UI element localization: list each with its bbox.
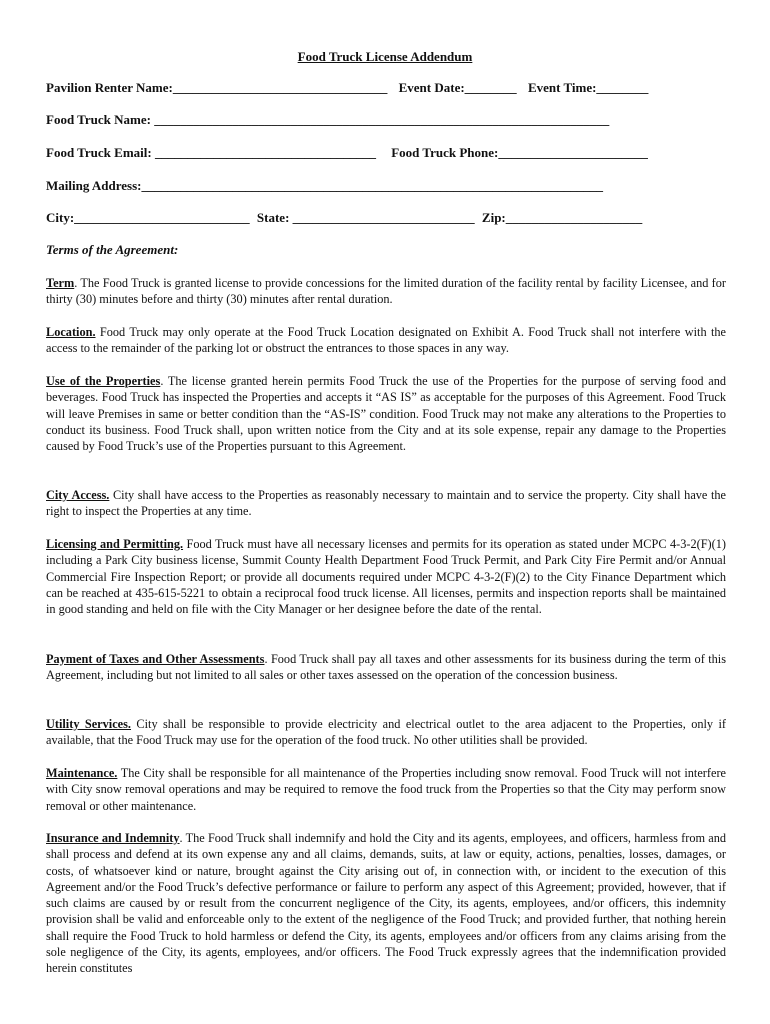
- clause-utility: [46, 716, 726, 749]
- clause-taxes: [46, 651, 726, 684]
- clause-text: The City shall be responsible for all maintenance of the Properties including snow removal. Food Truck will not interfere with City snow removal operations and may be required to remove the food truck from the Properties so that the City may perform snow removal or other maintenance.: [46, 766, 726, 813]
- truck-name-row: [46, 112, 726, 128]
- clause-maintenance: [46, 765, 726, 814]
- clause-heading: Term: [46, 276, 75, 290]
- event-date-field[interactable]: Event Date:________: [398, 80, 517, 95]
- mailing-row: [46, 178, 726, 194]
- truck-name-field[interactable]: Food Truck Name: ______________________________________________________________________: [46, 112, 610, 127]
- clause-heading: Payment of Taxes and Other Assessments: [46, 652, 265, 666]
- renter-row: [46, 80, 726, 96]
- clause-text: The Food Truck shall indemnify and hold the City and its agents, employees, and officers, harmless from and shall process and defend at its own expense any and all claims, demands, suits, at law or equity, actions, penalties, losses, damages, or costs, of whatsoever kind or nature, brought against the City arising out of, in connection with, or incident to the execution of this Agreement and/or the Food Truck’s defective performance or failure to perform any aspect of this Agreement; provided, however, that if such claims are caused by or result from the concurrent negligence of the City, its agents, employees, and/or officers, this indemnity provision shall be valid and enforceable only to the extent of the negligence of the Food Truck; and provided further, that nothing herein shall require the Food Truck to hold harmless or defend the City, its agents, employees and/or officers from any claims arising from the sole negligence of the City, its agents, employees, and/or officers. The Food Truck expressly agrees that the indemnification provided herein constitutes: [46, 831, 726, 976]
- terms-heading: Terms of the Agreement:: [46, 242, 179, 257]
- clause-heading: Insurance and Indemnity: [46, 831, 180, 845]
- clause-heading: Maintenance.: [46, 766, 118, 780]
- clause-text: City shall have access to the Properties as reasonably necessary to maintain and to service the property. City shall have the right to inspect the Properties at any time.: [46, 488, 726, 519]
- clause-text: Food Truck shall pay all taxes and other assessments for its business during the term of this Agreement, including but not limited to all sales or other taxes assessed on the operation of the concession business.: [46, 652, 726, 683]
- clause-heading: Use of the Properties: [46, 374, 161, 388]
- clause-text: Food Truck must have all necessary licenses and permits for its operation as stated under MCPC 4-3-2(F)(1) including a Park City business license, Summit County Health Department Food Truck Permit, and Park City Fire Permit and/or Annual Commercial Fire Inspection Report; or provide all documents required under MCPC 4-3-2(F)(2) to the City Finance Department which can be reached at 435-615-5221 to obtain a reciprocal food truck license. All licenses, permits and inspection reports shall be maintained in good standing and held on file with the City Manager or her designee before the date of the rental.: [46, 537, 726, 617]
- clause-use-of-properties: [46, 373, 726, 454]
- clause-separator: .: [264, 652, 271, 666]
- contact-row: [46, 145, 726, 161]
- clause-heading: City Access.: [46, 488, 110, 502]
- renter-name-field[interactable]: Pavilion Renter Name:_________________________________: [46, 80, 388, 95]
- event-time-field[interactable]: Event Time:________: [527, 80, 649, 95]
- clause-insurance: [46, 830, 726, 977]
- mailing-address-field[interactable]: Mailing Address:_______________________________________________________________________: [46, 178, 603, 193]
- location-row: [46, 210, 726, 226]
- clause-text: The license granted herein permits Food Truck the use of the Properties for the purpose of serving food and beverages. Food Truck has inspected the Properties and accepts it “AS IS” as acceptable for the purposes of this Agreement. Food Truck will leave Premises in same or better condition than the “AS-IS” condition. Food Truck may not make any alterations to the Properties to conduct its business. Food Truck shall, upon written notice from the City and at its sole expense, repair any damage to the Properties caused by Food Truck’s use of the Properties pursuant to this Agreement.: [46, 374, 727, 454]
- clause-city-access: [46, 487, 726, 520]
- truck-email-field[interactable]: Food Truck Email: __________________________________: [46, 145, 376, 160]
- clause-text: The Food Truck is granted license to provide concessions for the limited duration of the facility rental by facility Licensee, and for thirty (30) minutes before and thirty (30) minutes after rental duration.: [46, 276, 726, 307]
- clause-location: [46, 324, 726, 357]
- clause-heading: Utility Services.: [46, 717, 131, 731]
- clause-term: [46, 275, 726, 308]
- zip-field[interactable]: Zip:_____________________: [481, 210, 643, 225]
- clause-text: Food Truck may only operate at the Food Truck Location designated on Exhibit A. Food Truck shall not interfere with the access to the remainder of the parking lot or obstruct the entrances to those spaces in any way.: [46, 325, 726, 356]
- clause-separator: .: [160, 374, 168, 388]
- page-title: Food Truck License Addendum: [297, 49, 473, 64]
- state-field[interactable]: State: ____________________________: [256, 210, 475, 225]
- clause-heading: Licensing and Permitting.: [46, 537, 184, 551]
- clause-separator: .: [179, 831, 186, 845]
- truck-phone-field[interactable]: Food Truck Phone:_______________________: [391, 145, 648, 160]
- city-field[interactable]: City:___________________________: [46, 210, 250, 225]
- clause-licensing: [46, 536, 726, 617]
- clause-text: City shall be responsible to provide electricity and electrical outlet to the area adjacent to the Properties, only if available, that the Food Truck may use for the operation of the food truck. No other utilities shall be provided.: [46, 717, 726, 748]
- clause-heading: Location.: [46, 325, 96, 339]
- clause-separator: .: [74, 276, 81, 290]
